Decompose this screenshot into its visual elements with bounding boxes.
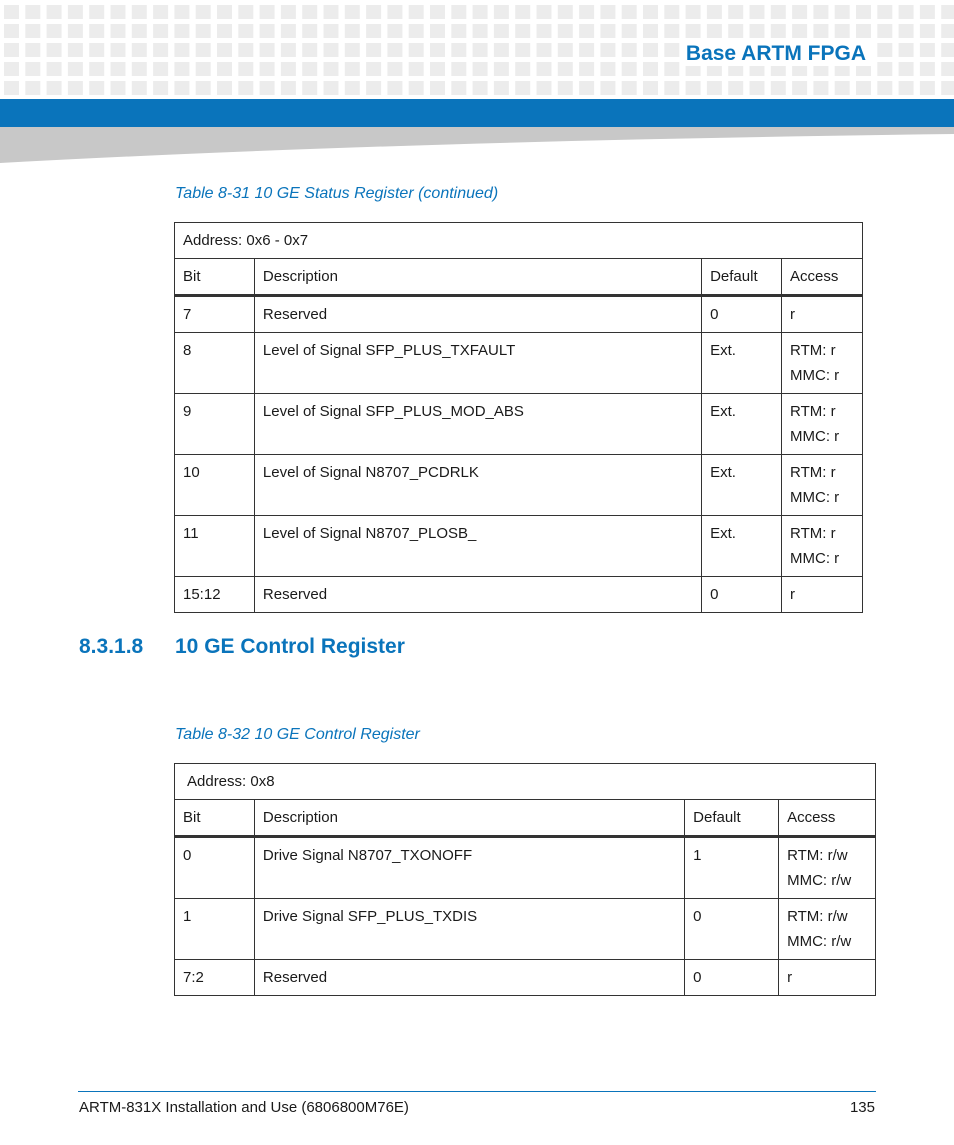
table-row: [175, 394, 863, 455]
access-value: MMC: r/w: [787, 872, 852, 889]
table-row: [175, 899, 876, 960]
column-header: Access: [779, 800, 876, 837]
table-row: [175, 960, 876, 996]
access-cell: [782, 516, 863, 577]
table-row: [175, 577, 863, 613]
table-row: [175, 333, 863, 394]
access-value: RTM: r: [790, 464, 836, 481]
section-title: 10 GE Control Register: [175, 635, 405, 658]
access-value: r: [787, 969, 793, 986]
description-cell: Drive Signal N8707_TXONOFF: [254, 837, 684, 899]
access-cell: [779, 960, 876, 996]
table-row: [175, 837, 876, 899]
table-row: [175, 516, 863, 577]
column-header: Description: [254, 259, 701, 296]
section-number: 8.3.1.8: [79, 635, 144, 658]
access-cell: [782, 455, 863, 516]
access-value: MMC: r/w: [787, 933, 852, 950]
bit-cell: 7: [175, 296, 255, 333]
description-cell: Reserved: [254, 960, 684, 996]
bit-cell: 11: [175, 516, 255, 577]
access-cell: [779, 837, 876, 899]
page-number: 135: [849, 1099, 875, 1116]
column-header: Description: [254, 800, 684, 837]
access-cell: [782, 333, 863, 394]
access-value: r: [790, 306, 796, 323]
default-cell: 0: [685, 960, 779, 996]
access-value: RTM: r/w: [787, 847, 848, 864]
bit-cell: 1: [175, 899, 255, 960]
default-cell: 0: [685, 899, 779, 960]
description-cell: Reserved: [254, 296, 701, 333]
bit-cell: 9: [175, 394, 255, 455]
description-cell: Level of Signal SFP_PLUS_MOD_ABS: [254, 394, 701, 455]
control-register-table: [174, 763, 876, 996]
table-row: [175, 296, 863, 333]
access-value: MMC: r: [790, 550, 840, 567]
access-cell: [782, 577, 863, 613]
status-register-table: [174, 222, 863, 613]
access-cell: [779, 899, 876, 960]
column-header: Bit: [175, 800, 255, 837]
column-header: Default: [685, 800, 779, 837]
description-cell: Reserved: [254, 577, 701, 613]
default-cell: Ext.: [702, 394, 782, 455]
bit-cell: 15:12: [175, 577, 255, 613]
table-header-row: [175, 800, 876, 837]
access-value: RTM: r: [790, 403, 836, 420]
access-value: r: [790, 586, 796, 603]
address-cell: Address: 0x6 - 0x7: [175, 223, 863, 259]
default-cell: 1: [685, 837, 779, 899]
default-cell: Ext.: [702, 333, 782, 394]
access-value: RTM: r: [790, 525, 836, 542]
access-value: RTM: r: [790, 342, 836, 359]
address-cell: Address: 0x8: [175, 764, 876, 800]
table-caption: Table 8-31 10 GE Status Register (continued): [175, 185, 499, 202]
footer-document-title: ARTM-831X Installation and Use (6806800M76E): [79, 1099, 409, 1116]
footer-rule: [78, 1091, 876, 1092]
access-cell: [782, 394, 863, 455]
description-cell: Level of Signal N8707_PLOSB_: [254, 516, 701, 577]
description-cell: Level of Signal SFP_PLUS_TXFAULT: [254, 333, 701, 394]
running-header-title: Base ARTM FPGA: [680, 42, 872, 66]
column-header: Bit: [175, 259, 255, 296]
table-row: [175, 455, 863, 516]
header-blue-bar: [0, 99, 954, 127]
access-value: MMC: r: [790, 489, 840, 506]
table-header-row: [175, 259, 863, 296]
table-caption: Table 8-32 10 GE Control Register: [175, 726, 420, 743]
default-cell: Ext.: [702, 516, 782, 577]
access-value: MMC: r: [790, 428, 840, 445]
bit-cell: 8: [175, 333, 255, 394]
access-cell: [782, 296, 863, 333]
default-cell: 0: [702, 296, 782, 333]
access-value: MMC: r: [790, 367, 840, 384]
description-cell: Level of Signal N8707_PCDRLK: [254, 455, 701, 516]
bit-cell: 0: [175, 837, 255, 899]
description-cell: Drive Signal SFP_PLUS_TXDIS: [254, 899, 684, 960]
default-cell: 0: [702, 577, 782, 613]
access-value: RTM: r/w: [787, 908, 848, 925]
default-cell: Ext.: [702, 455, 782, 516]
bit-cell: 10: [175, 455, 255, 516]
header-gray-swoosh: [0, 127, 954, 163]
bit-cell: 7:2: [175, 960, 255, 996]
column-header: Default: [702, 259, 782, 296]
section-heading: [79, 635, 405, 659]
column-header: Access: [782, 259, 863, 296]
